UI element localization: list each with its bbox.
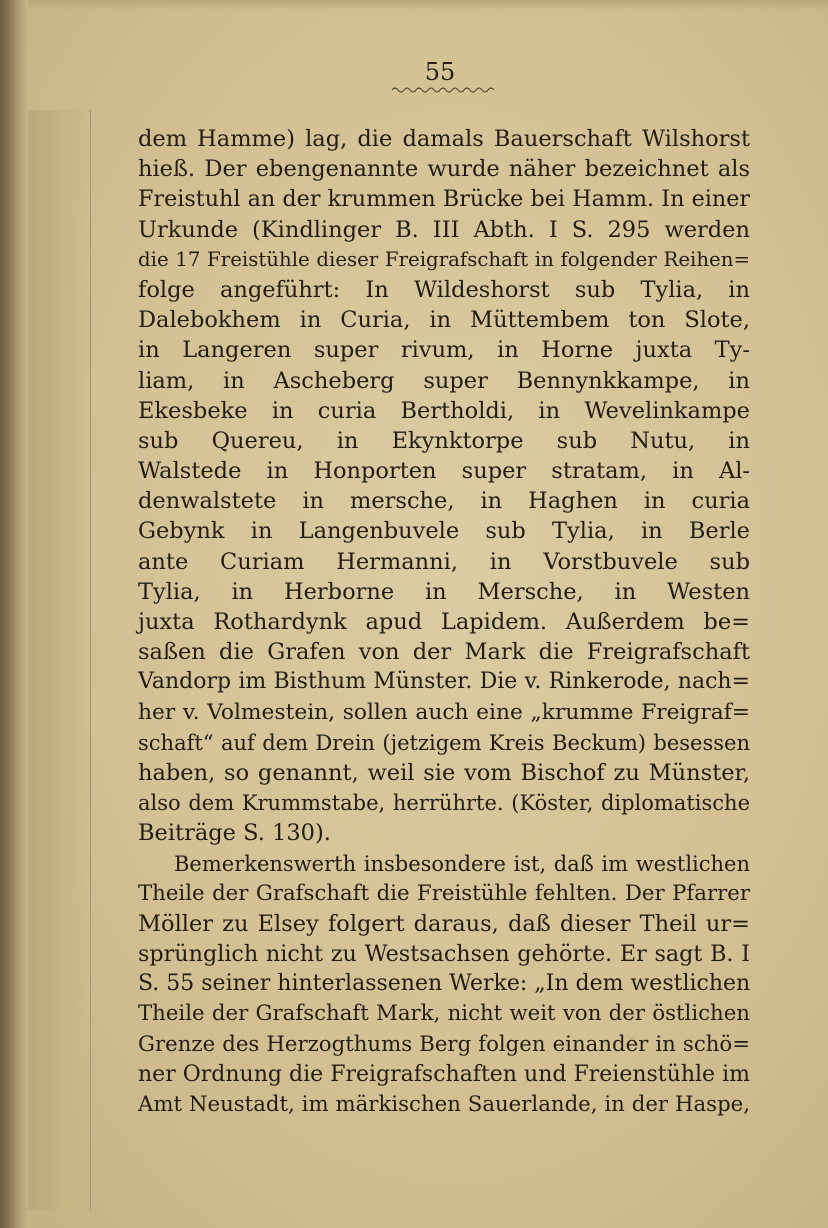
body-text (138, 124, 750, 1120)
text-line: Dalebokhem in Curia, in Müttembem ton Slote, (138, 307, 750, 334)
text-line: Urkunde (Kindlinger B. III Abth. I S. 295 werden (138, 216, 750, 243)
text-line: also dem Krummstabe, herrührte. (Köster, diplomatische (138, 791, 750, 816)
text-line: Gebynk in Langenbuvele sub Tylia, in Berle (138, 518, 750, 545)
page-top-edge (28, 0, 828, 10)
text-line: Möller zu Elsey folgert daraus, daß dieser Theil ur= (138, 910, 750, 937)
text-line: Vandorp im Bisthum Münster. Die v. Rinkerode, nach= (138, 669, 750, 695)
text-line: denwalstete in mersche, in Haghen in curia (138, 488, 750, 515)
text-line: hieß. Der ebengenannte wurde näher bezeichnet als (138, 156, 750, 183)
text-line: sprünglich nicht zu Westsachsen gehörte. Er sagt B. I (138, 941, 750, 968)
text-line: Ekesbeke in curia Bertholdi, in Wevelinkampe (138, 397, 750, 424)
text-line: Theile der Grafschaft Mark, nicht weit von der östlichen (138, 1001, 750, 1027)
text-line: Theile der Grafschaft die Freistühle fehlten. Der Pfarrer (138, 880, 750, 906)
torn-page-edge (28, 110, 91, 1210)
text-line: folge angeführt: In Wildeshorst sub Tylia, in (138, 276, 750, 303)
text-line: dem Hamme) lag, die damals Bauerschaft Wilshorst (138, 126, 750, 152)
text-line: S. 55 seiner hinterlassenen Werke: „In dem westlichen (138, 971, 751, 997)
text-line: sub Quereu, in Ekynktorpe sub Nutu, in (138, 427, 750, 454)
text-line: liam, in Ascheberg super Bennynkkampe, in (138, 367, 750, 394)
text-line: saßen die Grafen von der Mark die Freigrafschaft (138, 639, 750, 666)
text-line: Tylia, in Herborne in Mersche, in Westen (138, 578, 750, 605)
book-spine (0, 0, 28, 1228)
text-line: juxta Rothardynk apud Lapidem. Außerdem be= (138, 609, 750, 635)
text-line: Grenze des Herzogthums Berg folgen einander in schö= (138, 1031, 750, 1057)
text-line: ante Curiam Hermanni, in Vorstbuvele sub (138, 548, 750, 575)
text-line: in Langeren super rivum, in Horne juxta Ty- (138, 337, 750, 364)
text-line: Walstede in Honporten super stratam, in Al- (138, 458, 750, 485)
text-line: die 17 Freistühle dieser Freigrafschaft in folgender Reihen= (138, 247, 750, 271)
text-line: Freistuhl an der krummen Brücke bei Hamm. In einer (138, 186, 750, 213)
text-line-paragraph-start: Bemerkenswerth insbesondere ist, daß im westlichen (174, 851, 750, 876)
text-line: Amt Neustadt, im märkischen Sauerlande, in der Haspe, (138, 1092, 750, 1117)
text-line: her v. Volmestein, sollen auch eine „krumme Freigraf= (138, 699, 750, 725)
text-line: schaft“ auf dem Drein (jetzigem Kreis Beckum) besessen (138, 730, 750, 755)
text-line: ner Ordnung die Freigrafschaften und Freienstühle im (138, 1061, 750, 1087)
text-line-paragraph-end: Beiträge S. 130). (138, 820, 331, 847)
text-line: haben, so genannt, weil sie vom Bischof zu Münster, (138, 759, 750, 786)
page-number: 55 (424, 58, 456, 86)
wavy-rule-ornament (392, 86, 496, 94)
